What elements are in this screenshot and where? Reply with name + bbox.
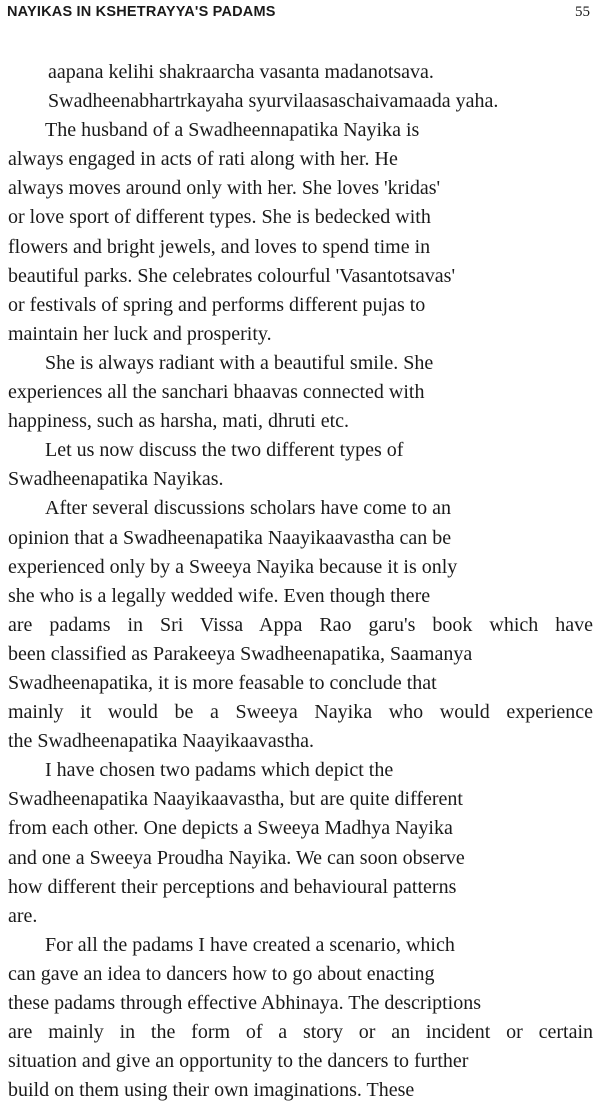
paragraph-line: always engaged in acts of rati along with her. He xyxy=(8,148,398,171)
paragraph-line: are mainly in the form of a story or an incident or certain xyxy=(8,1021,593,1044)
paragraph-first-line: The husband of a Swadheennapatika Nayika is xyxy=(45,119,420,142)
paragraph xyxy=(8,494,593,756)
paragraph-line: from each other. One depicts a Sweeya Madhya Nayika xyxy=(8,817,453,840)
paragraph-line: are padams in Sri Vissa Appa Rao garu's book which have xyxy=(8,613,593,636)
running-head: NAYIKAS IN KSHETRAYYA'S PADAMS xyxy=(7,4,276,20)
paragraph-line: experienced only by a Sweeya Nayika because it is only xyxy=(8,555,458,578)
paragraph-line: and one a Sweeya Proudha Nayika. We can soon observe xyxy=(8,846,465,869)
paragraph-first-line: I have chosen two padams which depict the xyxy=(45,759,394,782)
paragraph-line: mainly it would be a Sweeya Nayika who would experience xyxy=(8,701,593,724)
verse-line: Swadheenabhartrkayaha syurvilaasaschaivamaada yaha. xyxy=(48,90,499,113)
paragraph-line: always moves around only with her. She loves 'kridas' xyxy=(8,177,441,200)
paragraph-line: are. xyxy=(8,904,38,927)
paragraph xyxy=(8,436,593,494)
paragraph xyxy=(8,116,593,349)
paragraph-first-line: For all the padams I have created a scenario, which xyxy=(45,933,455,956)
paragraph-line: Swadheenapatika Naayikaavastha, but are quite different xyxy=(8,788,463,811)
paragraph-line: experiences all the sanchari bhaavas connected with xyxy=(8,381,425,404)
paragraph xyxy=(8,931,593,1105)
paragraph-line: or festivals of spring and performs different pujas to xyxy=(8,293,426,316)
page-body xyxy=(8,58,593,1105)
paragraph-line: can gave an idea to dancers how to go about enacting xyxy=(8,962,435,985)
paragraph-line: opinion that a Swadheenapatika Naayikaavastha can be xyxy=(8,526,452,549)
paragraph-line: Swadheenapatika Nayikas. xyxy=(8,468,224,491)
verse-line: aapana kelihi shakraarcha vasanta madanotsava. xyxy=(48,61,434,83)
paragraph xyxy=(8,349,593,436)
paragraph-line: situation and give an opportunity to the dancers to further xyxy=(8,1050,469,1073)
paragraph-line: Swadheenapatika, it is more feasable to conclude that xyxy=(8,671,437,694)
paragraph-line: beautiful parks. She celebrates colourful 'Vasantotsavas' xyxy=(8,264,456,287)
paragraph-first-line: She is always radiant with a beautiful smile. She xyxy=(45,351,434,374)
paragraph-line: the Swadheenapatika Naayikaavastha. xyxy=(8,730,314,753)
paragraph-line: or love sport of different types. She is bedecked with xyxy=(8,206,431,229)
paragraph-line: how different their perceptions and behavioural patterns xyxy=(8,875,457,898)
paragraph xyxy=(8,756,593,931)
page-header xyxy=(7,4,590,26)
paragraph-line: maintain her luck and prosperity. xyxy=(8,322,272,345)
paragraph-line: happiness, such as harsha, mati, dhruti etc. xyxy=(8,410,350,433)
paragraph-line: she who is a legally wedded wife. Even though there xyxy=(8,584,431,607)
paragraph-first-line: After several discussions scholars have come to an xyxy=(45,497,451,520)
paragraph-line: build on them using their own imaginations. These xyxy=(8,1079,415,1102)
paragraphs xyxy=(8,116,593,1105)
page-number: 55 xyxy=(575,4,590,20)
paragraph-first-line: Let us now discuss the two different types of xyxy=(45,439,404,462)
paragraph-line: these padams through effective Abhinaya. The descriptions xyxy=(8,992,482,1014)
paragraph-line: been classified as Parakeeya Swadheenapatika, Saamanya xyxy=(8,642,473,665)
paragraph-line: flowers and bright jewels, and loves to spend time in xyxy=(8,235,431,258)
